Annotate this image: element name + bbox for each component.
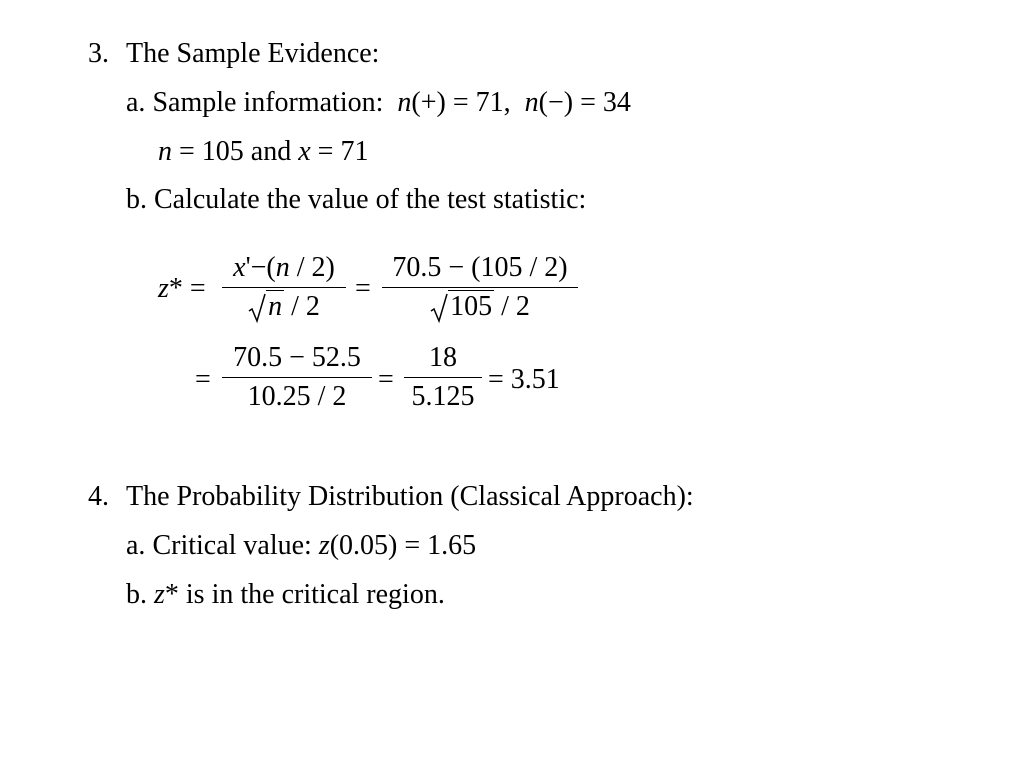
fraction-general-numerator: x'−(n / 2) [233, 252, 335, 283]
sample-size-mid: = 105 and [172, 136, 299, 167]
fraction-substituted [382, 252, 578, 323]
sample-size-line [158, 135, 368, 169]
section-4b [126, 578, 445, 612]
fraction-final-denominator: 5.125 [411, 381, 475, 412]
section-4a-text: Critical value: [152, 530, 319, 561]
result-value: = 3.51 [488, 364, 560, 395]
equals-3: = [378, 364, 394, 395]
n-variable: n [397, 87, 412, 118]
fraction-general-denominator: n / 2 [222, 291, 346, 323]
critical-value: (0.05) = 1.65 [329, 530, 477, 561]
section-4b-label: b. [126, 579, 147, 610]
z-variable: z [318, 530, 330, 561]
section-4a-label: a. [126, 530, 146, 561]
n-variable: n [158, 136, 172, 167]
section-3a-label: a. [126, 87, 146, 118]
fraction-simplified [222, 342, 372, 413]
fraction-bar [404, 377, 482, 378]
equals-2: = [195, 364, 211, 395]
fraction-simplified-numerator: 70.5 − 52.5 [233, 342, 361, 373]
fraction-final [404, 342, 482, 413]
x-variable: x [298, 136, 311, 167]
z-star-equals: * = [168, 273, 206, 304]
square-root: n [248, 291, 284, 323]
section-3a-text: Sample information: [152, 87, 384, 118]
section-3b-label: b. [126, 184, 147, 215]
square-root: 105 [430, 291, 494, 323]
section-3a [126, 86, 631, 120]
equals-1: = [355, 273, 371, 304]
fraction-general [222, 252, 346, 323]
section-4-title: The Probability Distribution (Classical Approach): [126, 481, 694, 512]
fraction-final-numerator: 18 [429, 342, 457, 373]
n-minus-value: (−) = 34 [538, 87, 631, 118]
fraction-bar [222, 287, 346, 288]
fraction-simplified-denominator: 10.25 / 2 [247, 381, 347, 412]
z-variable: z [154, 579, 165, 610]
fraction-bar [382, 287, 578, 288]
section-3-number: 3. [88, 38, 109, 69]
z-variable: z [158, 273, 169, 304]
z-star-lhs [158, 273, 206, 305]
fraction-substituted-numerator: 70.5 − (105 / 2) [392, 252, 568, 283]
section-4b-text: * is in the critical region. [164, 579, 445, 610]
n-plus-value: (+) = 71, [411, 87, 511, 118]
radical-sign-icon [248, 293, 266, 323]
section-3-title: The Sample Evidence: [126, 38, 380, 69]
section-4a [126, 529, 476, 563]
section-4-number: 4. [88, 481, 109, 512]
x-value: = 71 [310, 136, 369, 167]
radical-sign-icon [430, 293, 448, 323]
fraction-bar [222, 377, 372, 378]
fraction-substituted-denominator: 105 / 2 [382, 291, 578, 323]
section-3b-text: Calculate the value of the test statistic: [154, 184, 587, 215]
section-3b [126, 183, 586, 217]
n-variable: n [524, 87, 539, 118]
